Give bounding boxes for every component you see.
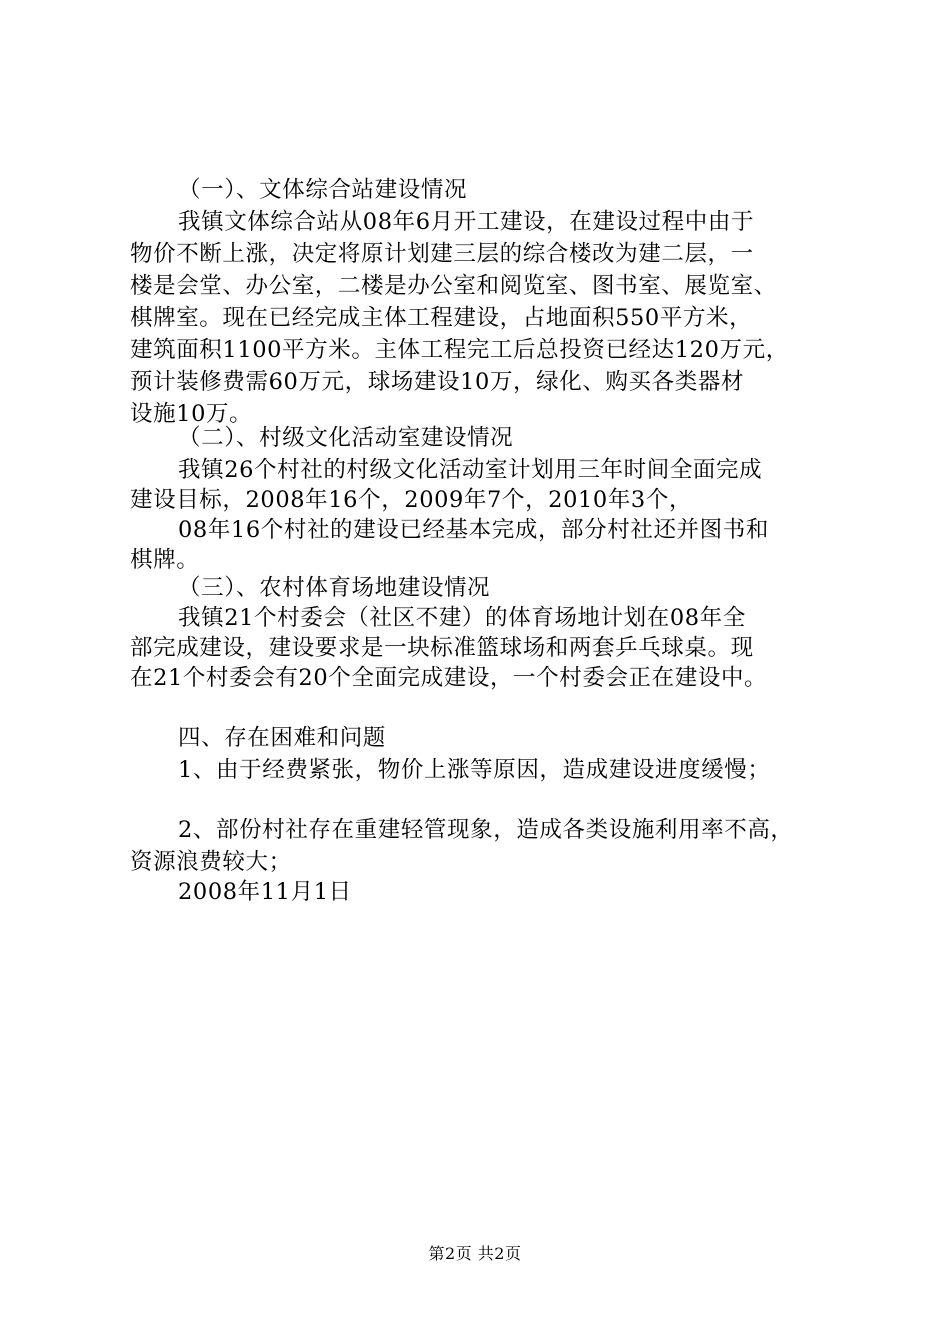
document-date: 2008年11月1日 — [178, 879, 352, 905]
paragraph-line: 我镇21个村委会（社区不建）的体育场地计划在08年全 — [178, 605, 746, 631]
paragraph-line: 我镇26个村社的村级文化活动室计划用三年时间全面完成 — [178, 457, 763, 483]
section-heading-culture-station: （一）、文体综合站建设情况 — [178, 177, 468, 203]
list-item: 2、部份村社存在重建轻管现象，造成各类设施利用率不高， — [178, 817, 794, 843]
paragraph-line: 棋牌。 — [130, 547, 200, 573]
paragraph-line: 08年16个村社的建设已经基本完成，部分村社还并图书和 — [178, 517, 769, 543]
paragraph-line: 在21个村委会有20个全面完成建设，一个村委会正在建设中。 — [130, 665, 768, 691]
paragraph-line: 部完成建设，建设要求是一块标准篮球场和两套乒乓球桌。现 — [130, 635, 754, 661]
page-number-footer: 第2页 共2页 — [428, 1244, 522, 1263]
paragraph-line: 资源浪费较大； — [130, 849, 292, 875]
paragraph-line: 物价不断上涨，决定将原计划建三层的综合楼改为建二层，一 — [130, 241, 754, 267]
section-heading-village-rooms: （二）、村级文化活动室建设情况 — [178, 425, 514, 451]
paragraph-line: 建设目标，2008年16个，2009年7个，2010年3个， — [130, 487, 693, 513]
paragraph-line: 楼是会堂、办公室，二楼是办公室和阅览室、图书室、展览室、 — [130, 273, 777, 299]
section-heading-sports-venues: （三）、农村体育场地建设情况 — [178, 575, 491, 601]
paragraph-line: 预计装修费需60万元，球场建设10万，绿化、购买各类器材 — [130, 369, 745, 395]
section-heading-problems: 四、存在困难和问题 — [178, 725, 386, 751]
paragraph-line: 设施10万。 — [130, 401, 253, 427]
paragraph-line: 棋牌室。现在已经完成主体工程建设，占地面积550平方米， — [130, 305, 753, 331]
list-item: 1、由于经费紧张，物价上涨等原因，造成建设进度缓慢； — [178, 757, 771, 783]
paragraph-line: 建筑面积1100平方米。主体工程完工后总投资已经达120万元， — [130, 337, 789, 363]
paragraph-line: 我镇文体综合站从08年6月开工建设，在建设过程中由于 — [178, 209, 755, 235]
